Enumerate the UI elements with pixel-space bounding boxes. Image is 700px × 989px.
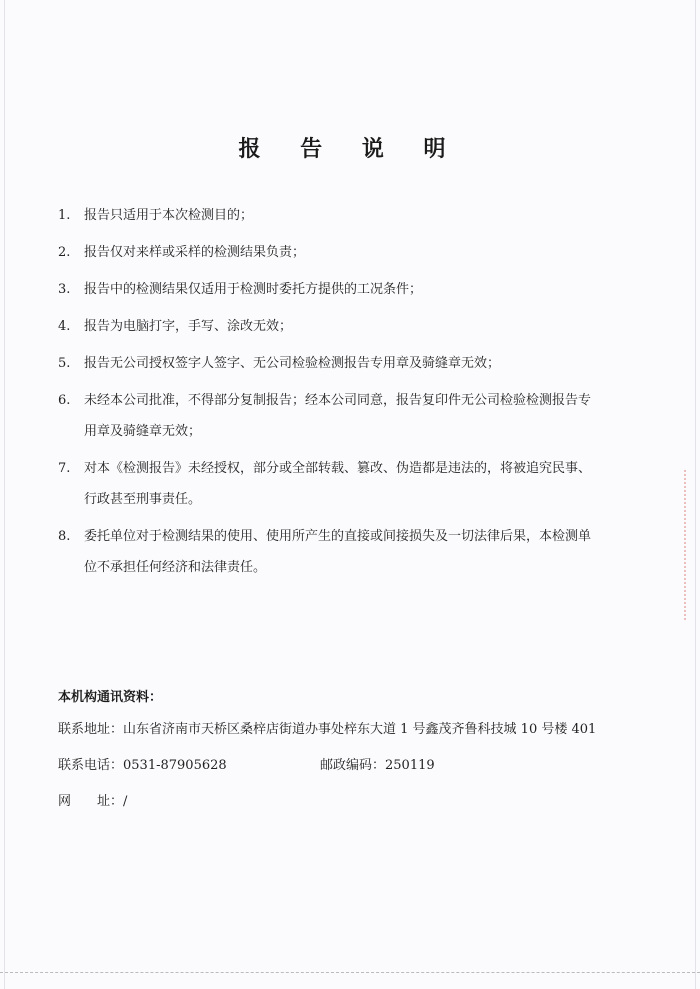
item-number: 6. [58,393,71,408]
item-number: 1. [58,208,71,223]
item-text-line2: 行政甚至刑事责任。 [84,492,202,507]
phone-value: 0531-87905628 [123,758,227,773]
list-item [58,237,648,268]
list-item [58,274,648,305]
list-item [58,348,648,379]
item-number: 3. [58,282,71,297]
address-row [58,719,658,741]
notice-list [58,200,648,589]
item-number: 4. [58,319,71,334]
seam-stamp-mark [684,470,694,620]
item-number: 8. [58,529,71,544]
item-text-line1: 委托单位对于检测结果的使用、使用所产生的直接或间接损失及一切法律后果，本检测单 [84,529,592,544]
item-text-line1: 对本《检测报告》未经授权，部分或全部转载、篡改、伪造都是违法的，将被追究民事、 [84,461,592,476]
web-row [58,791,658,813]
item-text: 报告无公司授权签字人签字、无公司检验检测报告专用章及骑缝章无效； [84,356,501,371]
page-title: 报 告 说 明 [238,137,462,162]
list-item [58,311,648,342]
item-text-line1: 未经本公司批准，不得部分复制报告；经本公司同意，报告复印件无公司检验检测报告专 [84,393,592,408]
postal-code [320,755,435,777]
list-item [58,453,648,515]
item-number: 7. [58,461,71,476]
item-number: 5. [58,356,71,371]
phone-label: 联系电话： [58,758,124,773]
web-label: 网 址： [58,794,124,809]
item-text: 报告中的检测结果仅适用于检测时委托方提供的工况条件； [84,282,423,297]
web-value: / [123,794,128,809]
item-number: 2. [58,245,71,260]
list-item [58,385,648,447]
scan-footer-line [0,972,700,974]
postal-value: 250119 [385,758,435,773]
item-text: 报告只适用于本次检测目的； [84,208,254,223]
item-text-line2: 位不承担任何经济和法律责任。 [84,560,267,575]
item-text: 报告为电脑打字，手写、涂改无效； [84,319,293,334]
item-text: 报告仅对来样或采样的检测结果负责； [84,245,306,260]
contact-heading: 本机构通讯资料： [58,690,163,705]
address-value: 山东省济南市天桥区桑梓店街道办事处梓东大道 1 号鑫茂齐鲁科技城 10 号楼 401 [123,722,597,737]
phone-row [58,755,658,777]
list-item [58,200,648,231]
contact-section [58,686,658,827]
item-text-line2: 用章及骑缝章无效； [84,424,202,439]
list-item [58,521,648,583]
address-label: 联系地址： [58,722,124,737]
postal-label: 邮政编码： [320,758,386,773]
